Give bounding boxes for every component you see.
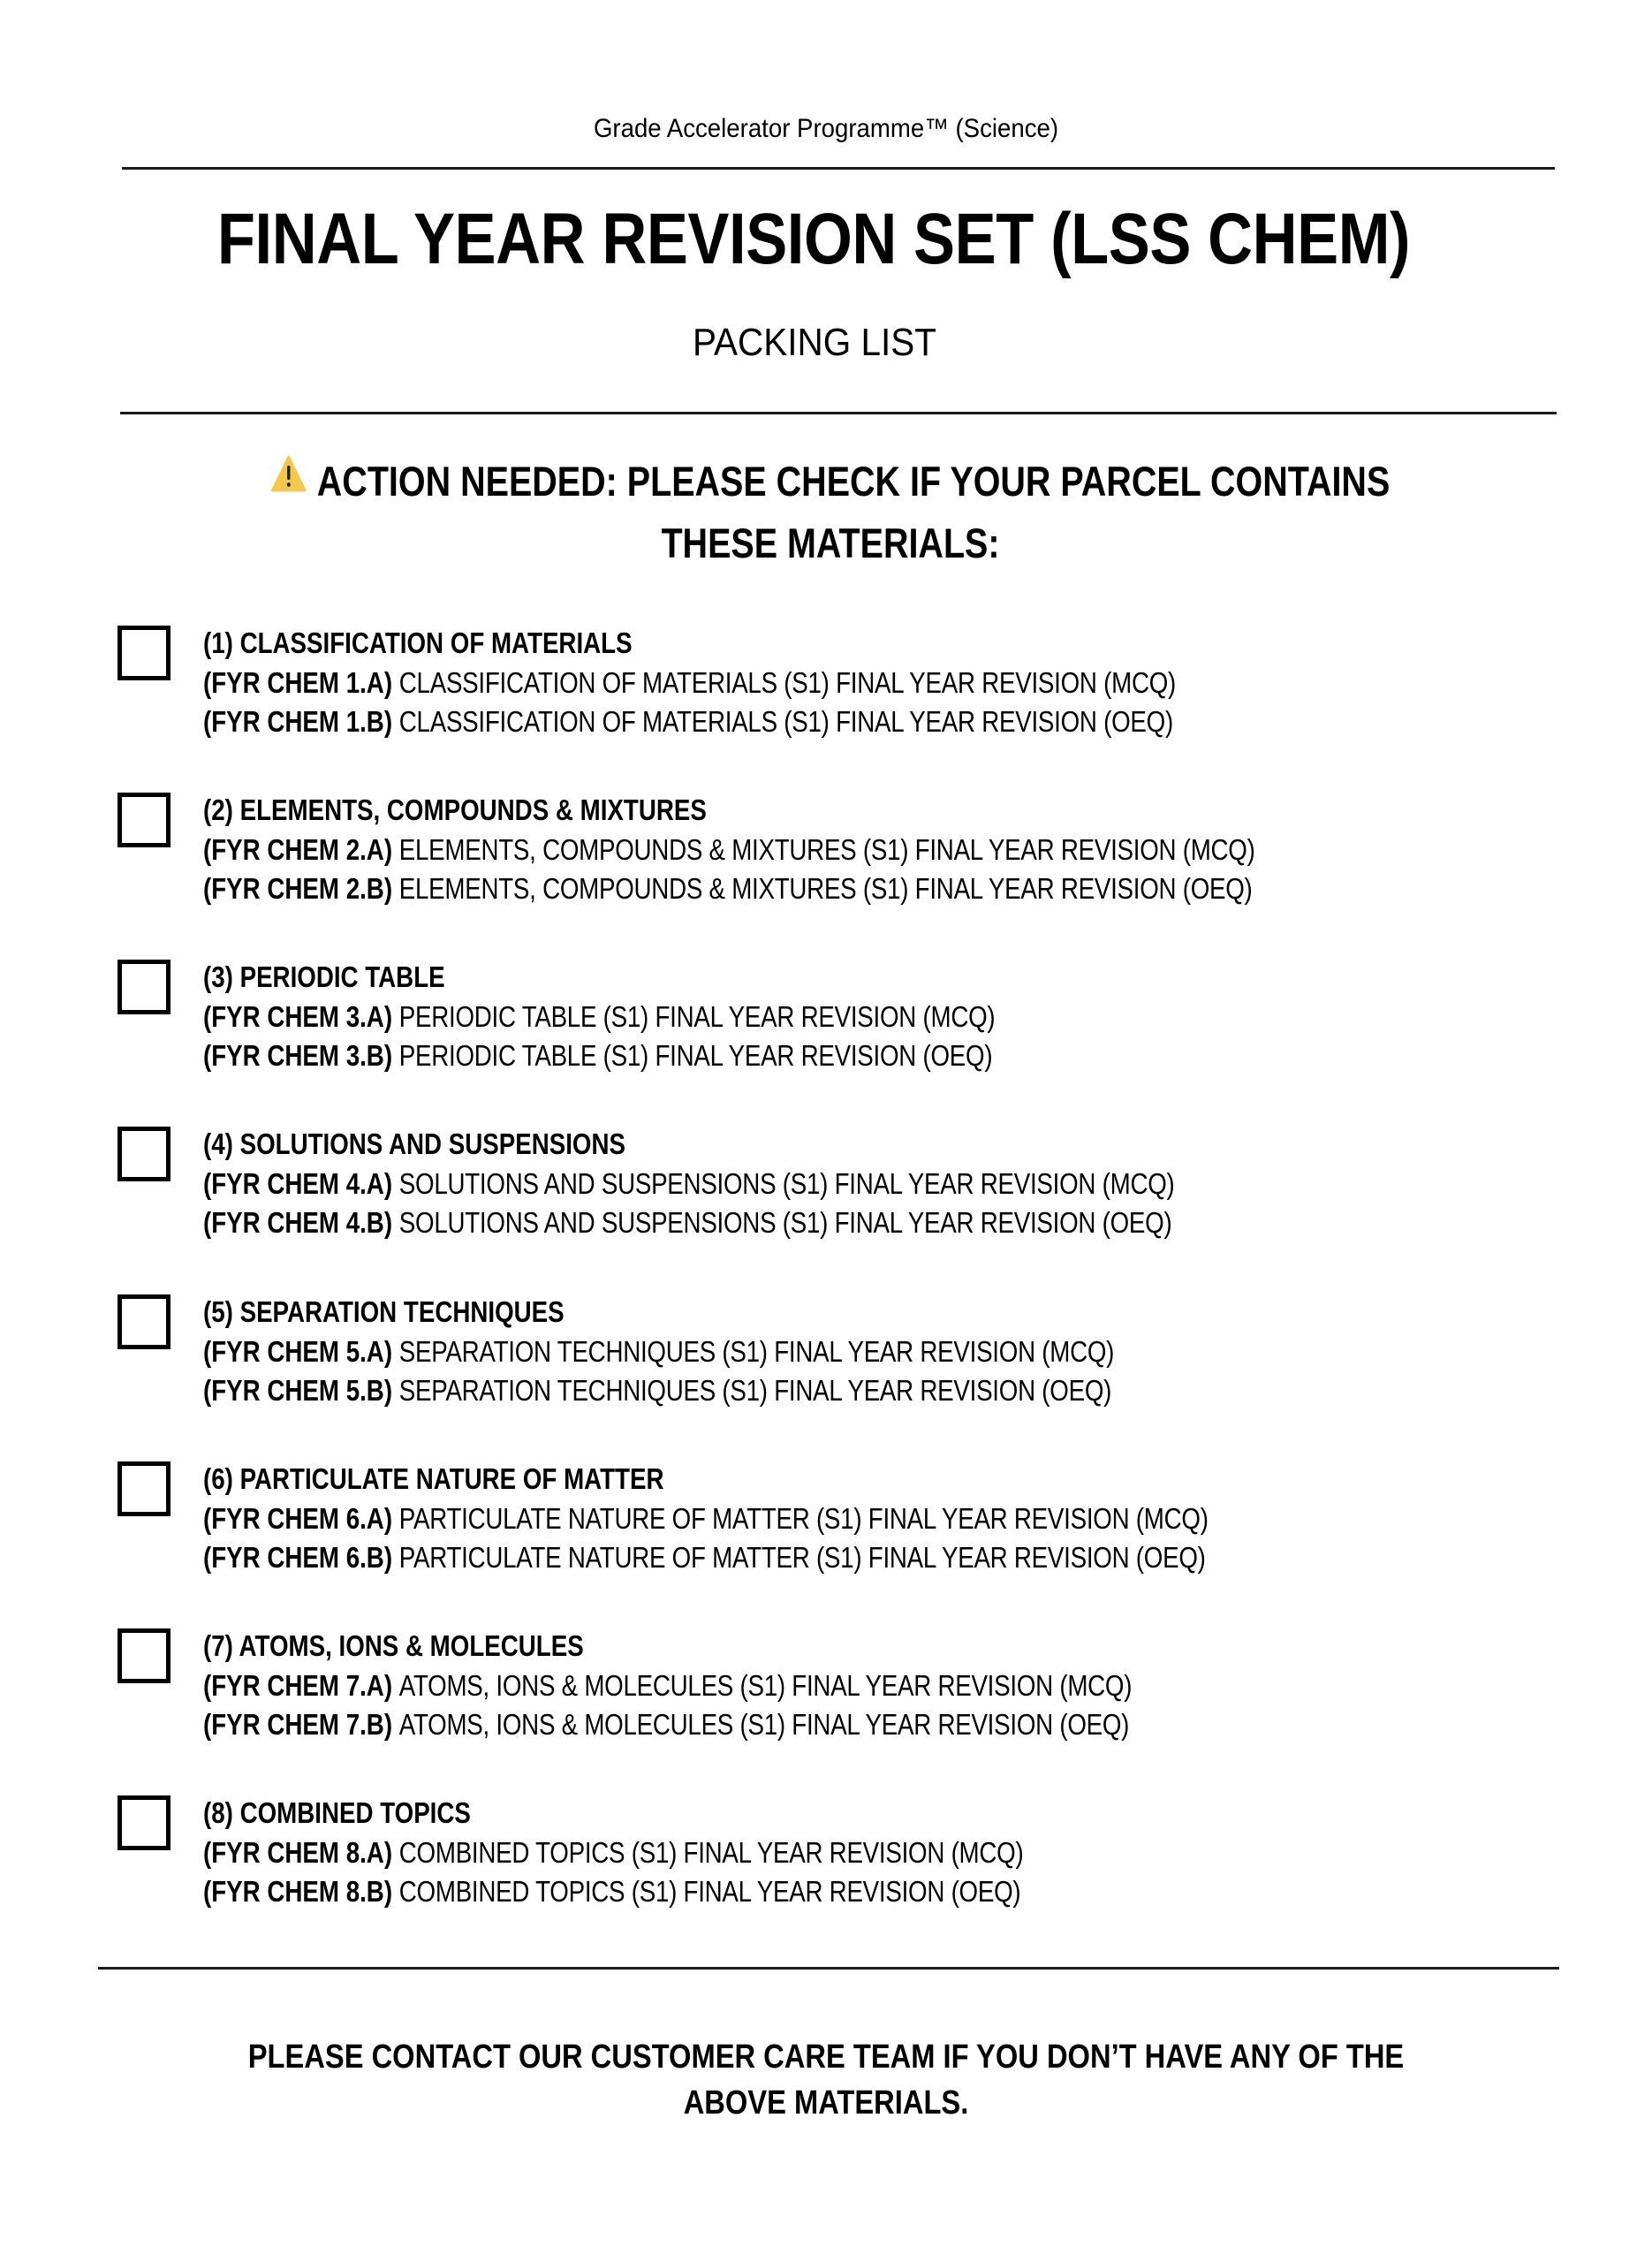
item-title: CLASSIFICATION OF MATERIALS (S1) FINAL YEAR REVISION (OEQ) [398,705,1173,738]
item-code: (FYR CHEM 3.A) [203,999,393,1033]
checkbox-group-1[interactable] [117,626,171,680]
group-heading: (7) ATOMS, IONS & MOLECULES [203,1629,584,1662]
item-title: SEPARATION TECHNIQUES (S1) FINAL YEAR REVISION (OEQ) [398,1374,1112,1407]
list-item [203,869,1539,909]
checklist-group-5 [117,1294,1566,1427]
header-divider-bottom [120,412,1557,414]
item-title: COMBINED TOPICS (S1) FINAL YEAR REVISION (MCQ) [398,1835,1024,1869]
item-title: PARTICULATE NATURE OF MATTER (S1) FINAL YEAR REVISION (OEQ) [398,1541,1206,1574]
action-notice-text-1: ACTION NEEDED: PLEASE CHECK IF YOUR PARCEL CONTAINS [316,458,1391,505]
checklist-group-3 [117,960,1566,1092]
checklist-group-8 [117,1795,1566,1928]
checkbox-group-6[interactable] [117,1461,171,1516]
item-code: (FYR CHEM 5.B) [203,1374,393,1407]
checklist-group-4 [117,1127,1566,1259]
list-item [203,1499,1539,1539]
item-title: PARTICULATE NATURE OF MATTER (S1) FINAL YEAR REVISION (MCQ) [398,1501,1209,1535]
action-notice [141,451,1519,574]
list-item [203,831,1539,870]
item-code: (FYR CHEM 2.B) [203,872,393,905]
item-title: PERIODIC TABLE (S1) FINAL YEAR REVISION (OEQ) [398,1039,993,1072]
item-title: SEPARATION TECHNIQUES (S1) FINAL YEAR REVISION (MCQ) [398,1334,1115,1368]
item-title: ELEMENTS, COMPOUNDS & MIXTURES (S1) FINAL YEAR REVISION (MCQ) [398,832,1255,866]
checkbox-group-8[interactable] [117,1795,171,1850]
item-code: (FYR CHEM 1.B) [203,705,393,738]
list-item [203,664,1539,703]
list-item [203,1036,1539,1076]
list-item [203,1165,1539,1204]
checklist-group-6 [117,1461,1566,1594]
list-item [203,1872,1539,1912]
group-heading: (1) CLASSIFICATION OF MATERIALS [203,626,633,659]
item-title: ATOMS, IONS & MOLECULES (S1) FINAL YEAR REVISION (MCQ) [398,1668,1133,1702]
item-code: (FYR CHEM 4.A) [203,1166,393,1200]
item-code: (FYR CHEM 5.A) [203,1334,393,1368]
list-item [203,1203,1539,1243]
checklist-group-7 [117,1628,1566,1761]
item-code: (FYR CHEM 8.B) [203,1875,393,1908]
item-title: CLASSIFICATION OF MATERIALS (S1) FINAL YEAR REVISION (MCQ) [398,665,1177,699]
group-heading: (6) PARTICULATE NATURE OF MATTER [203,1462,664,1495]
item-title: ELEMENTS, COMPOUNDS & MIXTURES (S1) FINAL YEAR REVISION (OEQ) [398,872,1253,905]
checklist-group-2 [117,793,1566,925]
checkbox-group-4[interactable] [117,1127,171,1181]
list-item [203,1833,1539,1873]
checkbox-group-5[interactable] [117,1294,171,1349]
page-title: FINAL YEAR REVISION SET (LSS CHEM) [216,199,1411,279]
item-code: (FYR CHEM 2.A) [203,832,393,866]
checkbox-group-2[interactable] [117,793,171,847]
checkbox-group-3[interactable] [117,960,171,1014]
item-title: ATOMS, IONS & MOLECULES (S1) FINAL YEAR REVISION (OEQ) [398,1708,1130,1741]
action-notice-line-2: THESE MATERIALS: [661,520,1000,566]
group-heading: (5) SEPARATION TECHNIQUES [203,1295,565,1328]
footer-divider [98,1967,1559,1970]
list-item [203,1705,1539,1745]
item-title: PERIODIC TABLE (S1) FINAL YEAR REVISION (MCQ) [398,999,996,1033]
header-divider-top [122,167,1555,170]
list-item [203,1332,1539,1372]
checkbox-group-7[interactable] [117,1628,171,1683]
item-title: COMBINED TOPICS (S1) FINAL YEAR REVISION (OEQ) [398,1875,1021,1908]
group-heading: (2) ELEMENTS, COMPOUNDS & MIXTURES [203,793,707,826]
item-code: (FYR CHEM 6.B) [203,1541,393,1574]
item-code: (FYR CHEM 4.B) [203,1206,393,1239]
footer-note [0,2034,1652,2126]
footer-note-line-1: PLEASE CONTACT OUR CUSTOMER CARE TEAM IF YOU DON’T HAVE ANY OF THE [247,2038,1405,2076]
footer-note-line-2: ABOVE MATERIALS. [683,2084,969,2122]
item-code: (FYR CHEM 3.B) [203,1039,393,1072]
list-item [203,1666,1539,1706]
item-code: (FYR CHEM 7.A) [203,1668,393,1702]
warning-icon [271,455,307,492]
programme-name: Grade Accelerator Programme™ (Science) [593,114,1059,143]
list-item [203,998,1539,1037]
action-notice-line-1 [252,451,1409,512]
item-code: (FYR CHEM 6.A) [203,1501,393,1535]
list-item [203,1371,1539,1411]
checklist-group-1 [117,626,1566,758]
list-item [203,1538,1539,1578]
group-heading: (8) COMBINED TOPICS [203,1796,471,1829]
item-code: (FYR CHEM 8.A) [203,1835,393,1869]
item-code: (FYR CHEM 7.B) [203,1708,393,1741]
group-heading: (3) PERIODIC TABLE [203,960,445,993]
item-title: SOLUTIONS AND SUSPENSIONS (S1) FINAL YEAR REVISION (MCQ) [398,1166,1175,1200]
list-item [203,702,1539,742]
item-title: SOLUTIONS AND SUSPENSIONS (S1) FINAL YEAR REVISION (OEQ) [398,1206,1172,1239]
item-code: (FYR CHEM 1.A) [203,665,393,699]
group-heading: (4) SOLUTIONS AND SUSPENSIONS [203,1127,625,1160]
page-subtitle: PACKING LIST [693,321,936,364]
